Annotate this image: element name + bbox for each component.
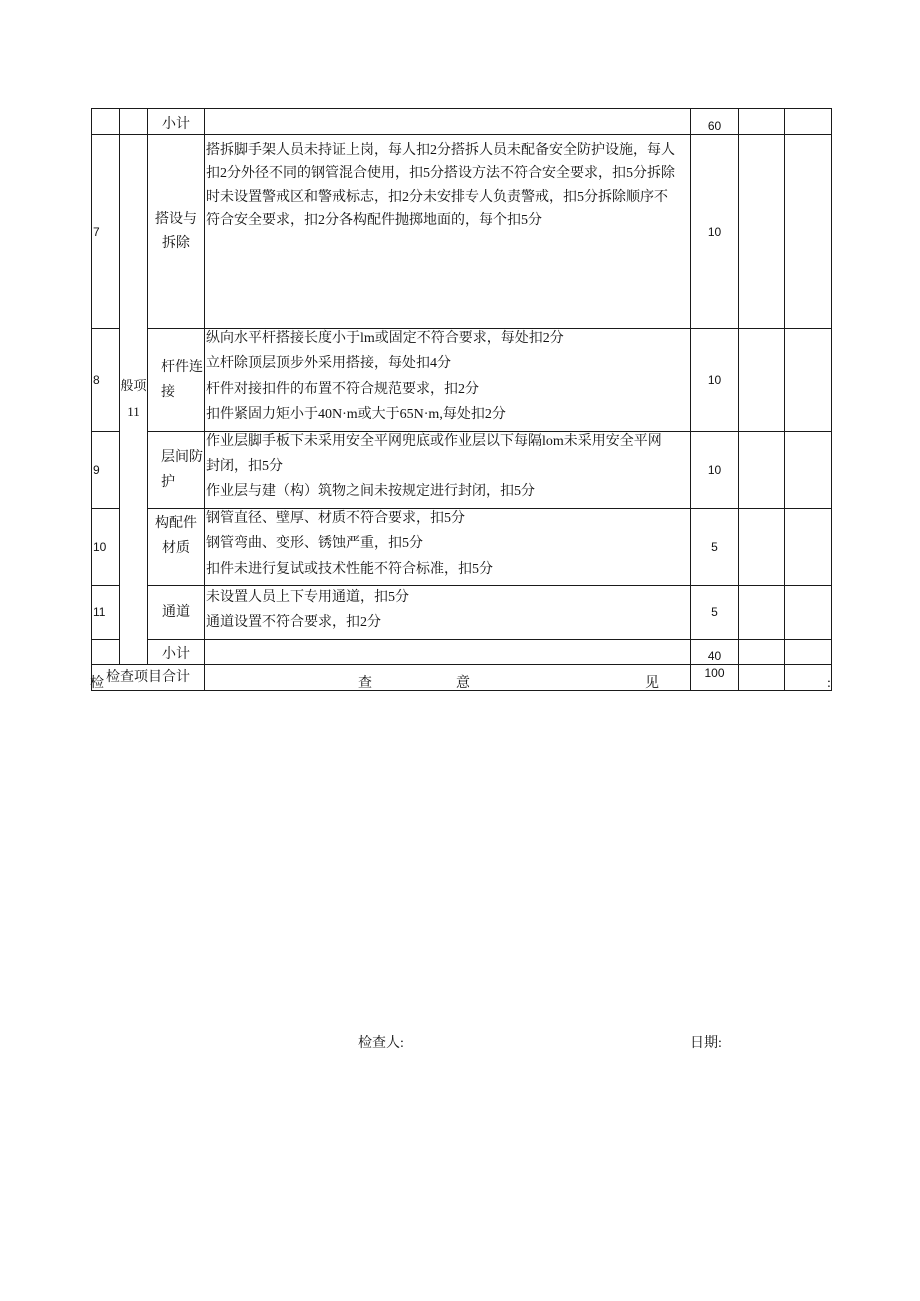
table-row-item-11 (92, 585, 832, 639)
opinion-char: 检 (90, 676, 104, 691)
item-name (148, 135, 205, 329)
category-cell (120, 109, 148, 135)
item-score: 10 (691, 329, 739, 432)
subtotal-score: 40 (691, 639, 739, 664)
subtotal-score: 60 (691, 109, 739, 135)
blank-cell (785, 135, 832, 329)
subtotal-row-2 (92, 639, 832, 664)
blank-cell (785, 664, 832, 690)
criteria-cell (205, 109, 691, 135)
blank-cell (739, 664, 785, 690)
inspector-label: 检查人: (358, 1036, 404, 1051)
item-score: 5 (691, 585, 739, 639)
item-criteria (205, 585, 691, 639)
criteria-line: 时未设置警戒区和警戒标志，扣2分未安排专人负责警戒，扣5分拆除顺序不 (206, 189, 668, 205)
blank-cell (785, 639, 832, 664)
no-cell (92, 109, 120, 135)
item-name (148, 508, 205, 585)
item-name-line: 拆除 (162, 235, 190, 251)
criteria-line: 搭拆脚手架人员未持证上岗，每人扣2分搭拆人员未配备安全防护设施，每人 (206, 143, 675, 158)
item-name-line: 层间防 (161, 449, 203, 465)
item-number: 11 (92, 585, 120, 639)
item-score: 10 (691, 431, 739, 508)
total-score: 100 (691, 664, 739, 690)
item-name (148, 431, 205, 508)
table-row-item-9 (92, 431, 832, 508)
criteria-line: 钢管弯曲、变形、锈蚀严重，扣5分 (206, 536, 423, 552)
item-number: 10 (92, 508, 120, 585)
opinion-char: 见 (645, 676, 659, 691)
table-row-item-8 (92, 329, 832, 432)
criteria-cell (205, 639, 691, 664)
total-label: 检查项目合计 (92, 664, 205, 690)
item-name-line: 护 (161, 474, 175, 490)
subtotal-row-1 (92, 109, 832, 135)
item-criteria (205, 329, 691, 432)
item-name-line: 接 (161, 384, 175, 400)
blank-cell (739, 109, 785, 135)
item-score: 10 (691, 135, 739, 329)
opinion-char: : (827, 676, 831, 691)
criteria-line: 扣件未进行复试或技术性能不符合标准，扣5分 (206, 561, 493, 577)
blank-cell (785, 329, 832, 432)
criteria-line: 作业层脚手板下未采用安全平网兜底或作业层以下每隔lom未采用安全平网 (206, 433, 662, 449)
item-name-line: 材质 (162, 540, 190, 556)
blank-cell (739, 431, 785, 508)
item-criteria (205, 135, 691, 329)
category-general-items (120, 135, 148, 665)
criteria-line: 封闭，扣5分 (206, 458, 283, 474)
criteria-line: 扣2分外径不同的钢管混合使用，扣5分搭设方法不符合安全要求，扣5分拆除 (206, 166, 675, 182)
blank-cell (785, 431, 832, 508)
table-row-item-10 (92, 508, 832, 585)
blank-cell (785, 508, 832, 585)
criteria-line: 扣件紧固力矩小于40N·m或大于65N·m,每处扣2分 (206, 407, 506, 423)
subtotal-label: 小计 (148, 109, 205, 135)
criteria-cell (205, 664, 691, 690)
criteria-line: 纵向水平杆搭接长度小于lm或固定不符合要求，每处扣2分 (206, 331, 564, 346)
item-name-line: 构配件 (155, 515, 197, 531)
no-cell (92, 639, 120, 664)
item-number: 7 (92, 135, 120, 329)
date-label: 日期: (690, 1036, 722, 1051)
criteria-line: 钢管直径、壁厚、材质不符合要求，扣5分 (206, 510, 465, 526)
item-number: 9 (92, 431, 120, 508)
item-name-line: 搭设与 (155, 211, 197, 227)
category-count: 11 (127, 404, 140, 420)
criteria-line: 符合安全要求，扣2分各构配件抛掷地面的，每个扣5分 (206, 212, 542, 228)
item-name (148, 585, 205, 639)
blank-cell (739, 585, 785, 639)
item-number: 8 (92, 329, 120, 432)
item-name-line: 通道 (162, 604, 190, 620)
item-criteria (205, 508, 691, 585)
table-row-item-7 (92, 135, 832, 329)
subtotal-label: 小计 (148, 639, 205, 664)
criteria-line: 立杆除顶层顶步外采用搭接，每处扣4分 (206, 356, 451, 372)
blank-cell (785, 109, 832, 135)
blank-cell (739, 639, 785, 664)
item-criteria (205, 431, 691, 508)
criteria-line: 未设置人员上下专用通道，扣5分 (206, 589, 409, 605)
criteria-line: 杆件对接扣件的布置不符合规范要求，扣2分 (206, 381, 479, 397)
item-name (148, 329, 205, 432)
blank-cell (739, 329, 785, 432)
blank-cell (739, 135, 785, 329)
item-score: 5 (691, 508, 739, 585)
blank-cell (785, 585, 832, 639)
criteria-line: 作业层与建（构）筑物之间未按规定进行封闭，扣5分 (206, 484, 535, 500)
item-name-line: 杆件连 (161, 359, 203, 375)
inspection-table (91, 108, 832, 691)
criteria-line: 通道设置不符合要求，扣2分 (206, 615, 381, 631)
opinion-char: 查 (358, 676, 372, 691)
blank-cell (739, 508, 785, 585)
category-label: 般项 (120, 378, 147, 394)
opinion-char: 意 (456, 676, 470, 691)
